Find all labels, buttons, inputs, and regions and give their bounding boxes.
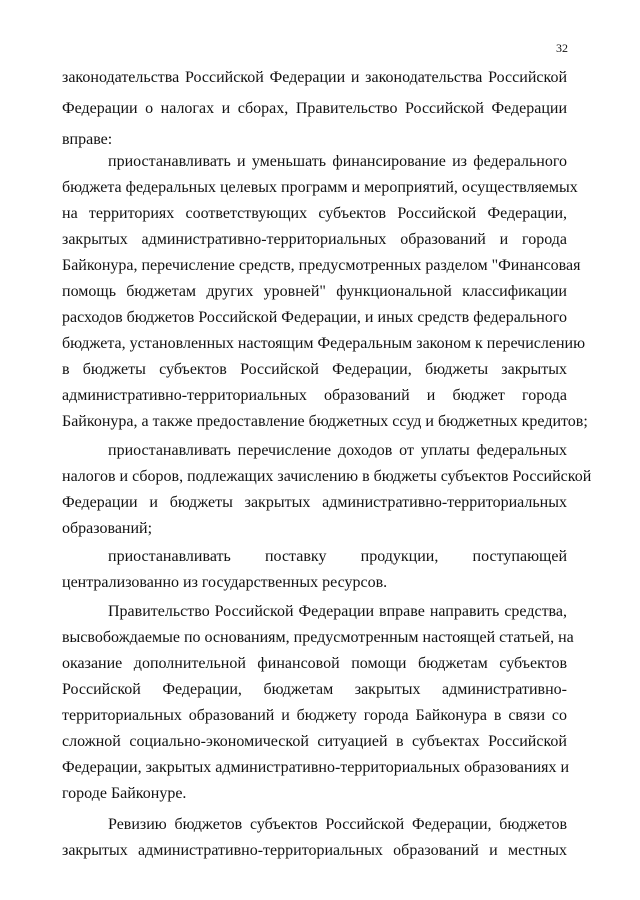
text-line: городе Байконуре. <box>62 785 187 802</box>
text-line: Байконура, перечисление средств, предусмотренных разделом "Финансовая <box>62 257 581 274</box>
text-line: сложной социально-экономической ситуацией в субъектах Российской <box>62 733 567 750</box>
text-line: закрытых административно-территориальных образований и местных <box>62 842 567 859</box>
text-line: Федерации, закрытых административно-территориальных образованиях и <box>62 759 570 776</box>
text-line: территориальных образований и бюджету города Байконура в связи со <box>62 707 567 724</box>
text-line: Федерации и бюджеты закрытых административно-территориальных <box>62 494 567 511</box>
text-line: налогов и сборов, подлежащих зачислению в бюджеты субъектов Российской <box>62 468 592 485</box>
text-line: приостанавливать перечисление доходов от уплаты федеральных <box>108 442 567 459</box>
text-line: расходов бюджетов Российской Федерации, и иных средств федерального <box>62 309 567 326</box>
text-line: образований; <box>62 520 153 537</box>
text-line: оказание дополнительной финансовой помощи бюджетам субъектов <box>62 655 567 672</box>
page-number: 32 <box>556 41 568 55</box>
text-line: бюджета федеральных целевых программ и мероприятий, осуществляемых <box>62 179 578 196</box>
text-line: высвобождаемые по основаниям, предусмотренным настоящей статьей, на <box>62 629 574 646</box>
text-line: бюджета, установленных настоящим Федеральным законом к перечислению <box>62 335 586 352</box>
text-line: в бюджеты субъектов Российской Федерации, бюджеты закрытых <box>62 361 567 378</box>
text-line: вправе: <box>62 131 113 148</box>
text-line: приостанавливать и уменьшать финансирование из федерального <box>108 153 567 170</box>
text-line: приостанавливать поставку продукции, поступающей <box>108 548 567 565</box>
text-line: на территориях соответствующих субъектов Российской Федерации, <box>62 205 567 222</box>
text-line: закрытых административно-территориальных образований и города <box>62 231 567 248</box>
text-line: Федерации о налогах и сборах, Правительство Российской Федерации <box>62 100 567 117</box>
text-line: Ревизию бюджетов субъектов Российской Федерации, бюджетов <box>108 816 567 833</box>
text-line: административно-территориальных образований и бюджет города <box>62 387 567 404</box>
text-line: законодательства Российской Федерации и законодательства Российской <box>62 69 567 86</box>
text-line: Российской Федерации, бюджетам закрытых административно- <box>62 681 567 698</box>
text-line: Байконура, а также предоставление бюджетных ссуд и бюджетных кредитов; <box>62 413 588 430</box>
text-line: Правительство Российской Федерации вправе направить средства, <box>108 603 567 620</box>
text-line: помощь бюджетам других уровней" функциональной классификации <box>62 283 567 300</box>
text-line: централизованно из государственных ресурсов. <box>62 574 388 591</box>
